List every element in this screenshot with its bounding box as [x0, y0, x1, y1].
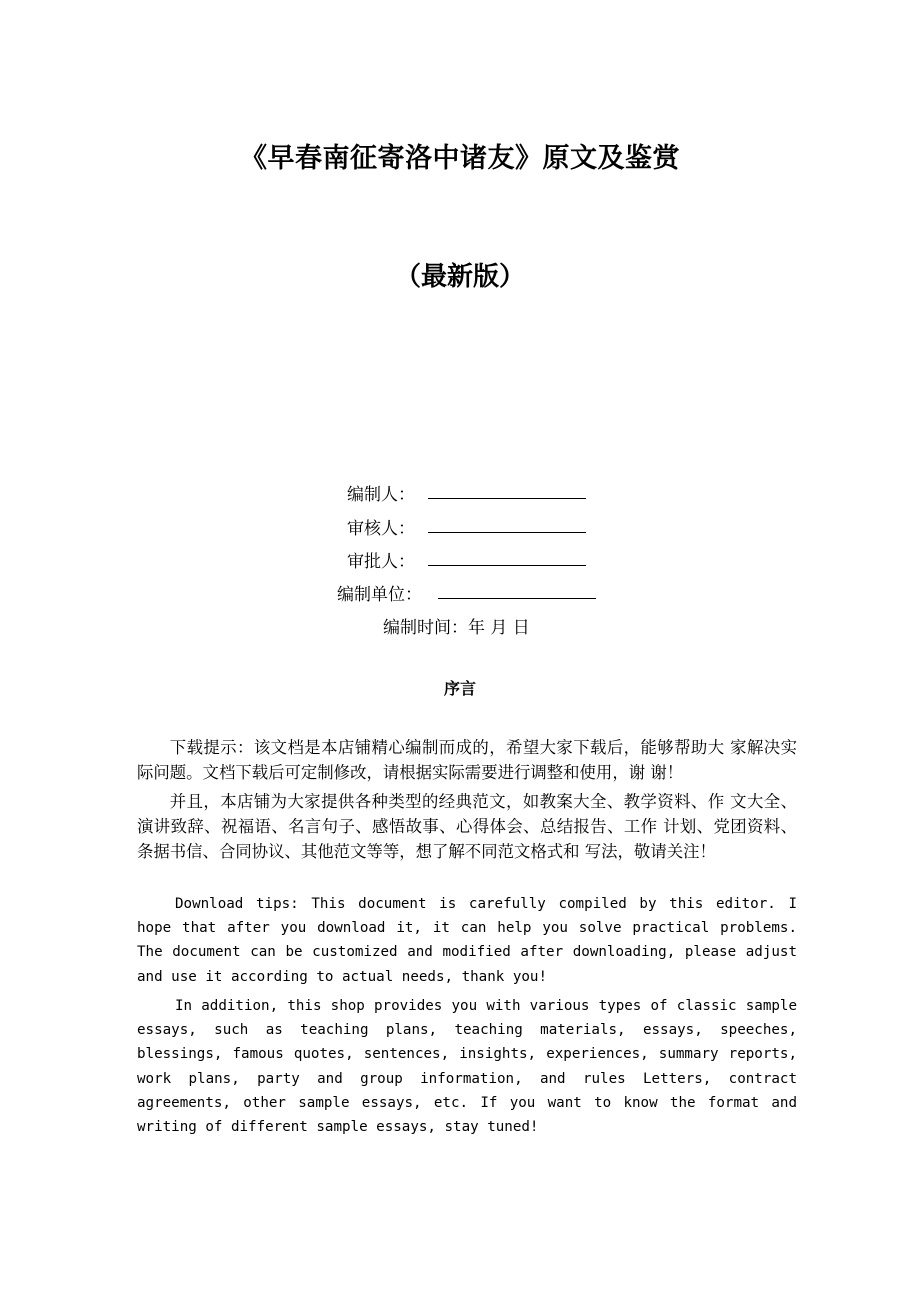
approver-row: [347, 547, 415, 572]
zh-paragraph-1: 下载提示：该文档是本店铺精心编制而成的，希望大家下载后，能够帮助大 家解决实际问题。文档下载后可定制修改，请根据实际需要进行调整和使用，谢 谢！: [137, 738, 797, 782]
editor-row: [347, 480, 415, 505]
preface-heading: 序言: [443, 679, 476, 698]
approver-label: 审批人：: [347, 552, 415, 572]
unit-label: 编制单位：: [337, 585, 422, 605]
document-subtitle: （最新版）: [394, 262, 525, 292]
unit-row: [337, 580, 422, 605]
reviewer-row: [347, 514, 415, 539]
en-paragraph-2: In addition, this shop provides you with various types of classic sample essays, such as teaching plans, teaching materials, essays, speeches, blessings, famous quotes, sentences, insights, experiences, summary reports, work plans, party and group information, and rules Letters, contract agreements, other sample essays, etc. If you want to know the format and writing of different sample essays, stay tuned!: [137, 998, 797, 1136]
time-label: 编制时间：年 月 日: [383, 618, 530, 638]
en-paragraph-1: Download tips: This document is carefully compiled by this editor. I hope that after you download it, it can help you solve practical problems. The document can be customized and modified after downloading, please adjust and use it according to actual needs, thank you!: [137, 896, 797, 985]
reviewer-label: 审核人：: [347, 519, 415, 539]
editor-label: 编制人：: [347, 485, 415, 505]
document-title: 《早春南征寄洛中诸友》原文及鉴赏: [240, 143, 680, 174]
time-row: [383, 613, 530, 638]
zh-paragraph-2: 并且，本店铺为大家提供各种类型的经典范文，如教案大全、教学资料、作 文大全、演讲致辞、祝福语、名言句子、感悟故事、心得体会、总结报告、工作 计划、党团资料、条据书信、合同协议、其他范文等等，想了解不同范文格式和 写法，敬请关注！: [137, 792, 797, 861]
